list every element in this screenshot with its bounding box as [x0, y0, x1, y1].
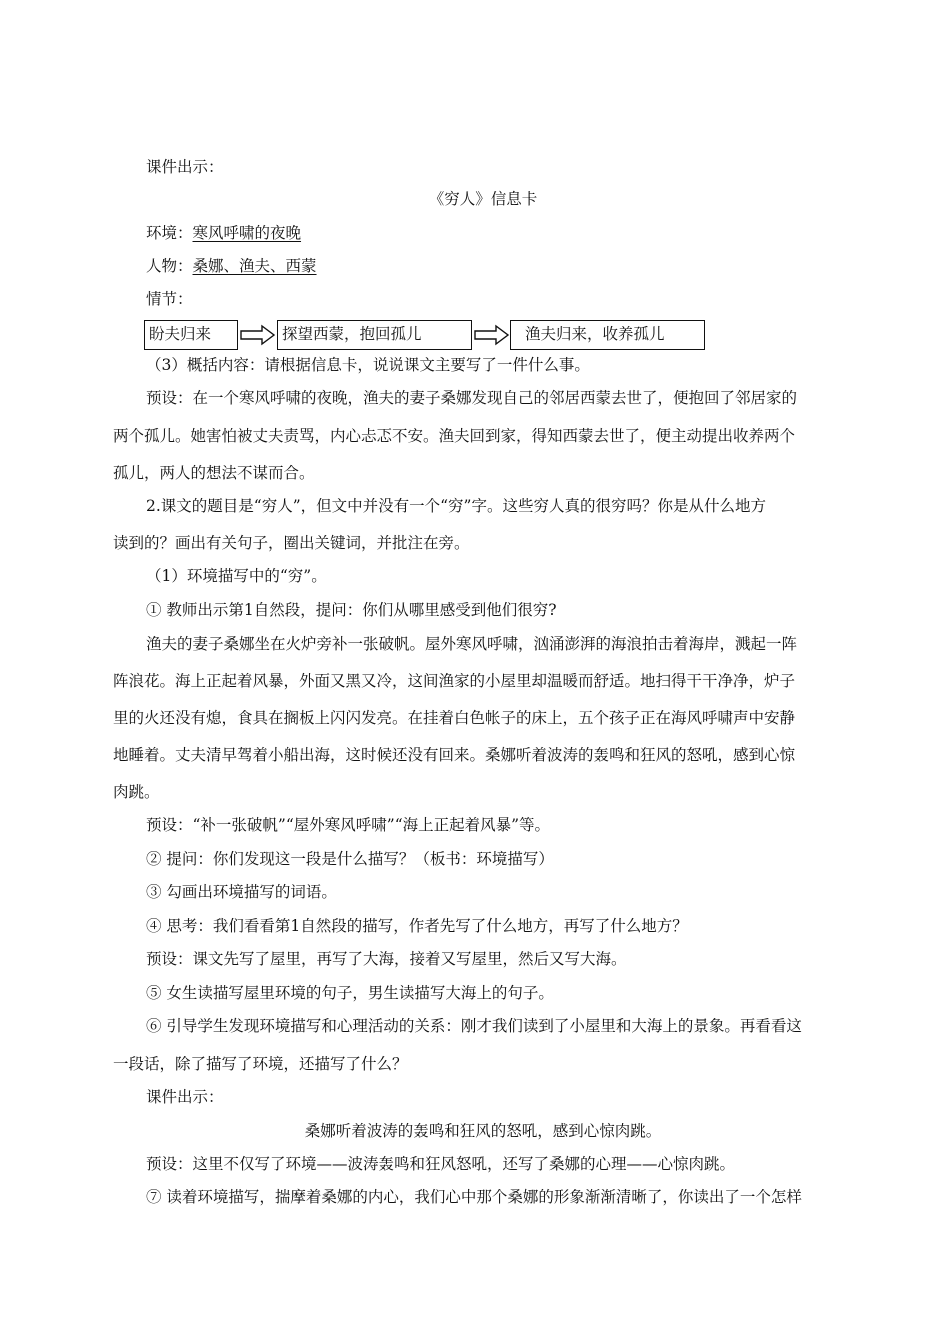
plot-box-1: 盼夫归来 — [144, 320, 238, 350]
paragraph: （1）环境描写中的“穷”。 — [146, 567, 327, 585]
paragraph: 两个孤儿。她害怕被丈夫责骂，内心忐忑不安。渔夫回到家，得知西蒙去世了，便主动提出收养两个 — [113, 427, 796, 445]
paragraph: 肉跳。 — [113, 783, 160, 801]
plot-box-2: 探望西蒙，抱回孤儿 — [277, 320, 472, 350]
paragraph: ④ 思考：我们看看第1自然段的描写，作者先写了什么地方，再写了什么地方？ — [146, 917, 688, 935]
characters-value: 桑娜、渔夫、西蒙 — [192, 257, 317, 275]
characters-label: 人物： — [146, 257, 193, 275]
info-card-title: 《穷人》信息卡 — [428, 190, 538, 208]
environment-line — [146, 223, 853, 243]
environment-label: 环境： — [146, 224, 193, 242]
courseware-label: 课件出示： — [146, 1088, 224, 1106]
arrow-right-icon — [240, 324, 276, 346]
characters-line — [146, 256, 853, 276]
courseware-label: 课件出示： — [146, 158, 224, 176]
paragraph: 预设：在一个寒风呼啸的夜晚，渔夫的妻子桑娜发现自己的邻居西蒙去世了，便抱回了邻居家的 — [146, 389, 798, 407]
plot-box-3: 渔夫归来，收养孤儿 — [510, 320, 705, 350]
paragraph: 孤儿，两人的想法不谋而合。 — [113, 464, 315, 482]
paragraph: 读到的？画出有关句子，圈出关键词，并批注在旁。 — [113, 534, 470, 552]
paragraph: 预设：这里不仅写了环境——波涛轰鸣和狂风怒吼，还写了桑娜的心理——心惊肉跳。 — [146, 1155, 736, 1173]
plot-label: 情节： — [146, 290, 193, 308]
environment-value: 寒风呼啸的夜晚 — [192, 224, 302, 242]
paragraph: 2.课文的题目是“穷人”，但文中并没有一个“穷”字。这些穷人真的很穷吗？你是从什么地方 — [146, 497, 766, 515]
paragraph: ③ 勾画出环境描写的词语。 — [146, 883, 337, 901]
paragraph: ② 提问：你们发现这一段是什么描写？（板书：环境描写） — [146, 850, 554, 868]
paragraph: 阵浪花。海上正起着风暴，外面又黑又冷，这间渔家的小屋里却温暖而舒适。地扫得干干净净，炉子 — [113, 672, 796, 690]
paragraph: ⑥ 引导学生发现环境描写和心理活动的关系：刚才我们读到了小屋里和大海上的景象。再看看这 — [146, 1017, 802, 1035]
paragraph: 渔夫的妻子桑娜坐在火炉旁补一张破帆。屋外寒风呼啸，汹涌澎湃的海浪拍击着海岸，溅起一阵 — [146, 635, 798, 653]
quote-line: 桑娜听着波涛的轰鸣和狂风的怒吼，感到心惊肉跳。 — [304, 1122, 662, 1140]
paragraph: 一段话，除了描写了环境，还描写了什么？ — [113, 1055, 408, 1073]
paragraph: （3）概括内容：请根据信息卡，说说课文主要写了一件什么事。 — [146, 356, 590, 374]
paragraph: 里的火还没有熄，食具在搁板上闪闪发亮。在挂着白色帐子的床上，五个孩子正在海风呼啸声中安静 — [113, 709, 796, 727]
paragraph: 预设：课文先写了屋里，再写了大海，接着又写屋里，然后又写大海。 — [146, 950, 627, 968]
paragraph: ① 教师出示第1自然段，提问：你们从哪里感受到他们很穷? — [146, 601, 557, 619]
paragraph: ⑦ 读着环境描写，揣摩着桑娜的内心，我们心中那个桑娜的形象渐渐清晰了，你读出了一个怎样 — [146, 1188, 802, 1206]
paragraph: 预设：“补一张破帆”“屋外寒风呼啸”“海上正起着风暴”等。 — [146, 816, 551, 834]
paragraph: ⑤ 女生读描写屋里环境的句子，男生读描写大海上的句子。 — [146, 984, 554, 1002]
paragraph: 地睡着。丈夫清早驾着小船出海，这时候还没有回来。桑娜听着波涛的轰鸣和狂风的怒吼，感到心惊 — [113, 746, 796, 764]
arrow-right-icon — [474, 324, 510, 346]
